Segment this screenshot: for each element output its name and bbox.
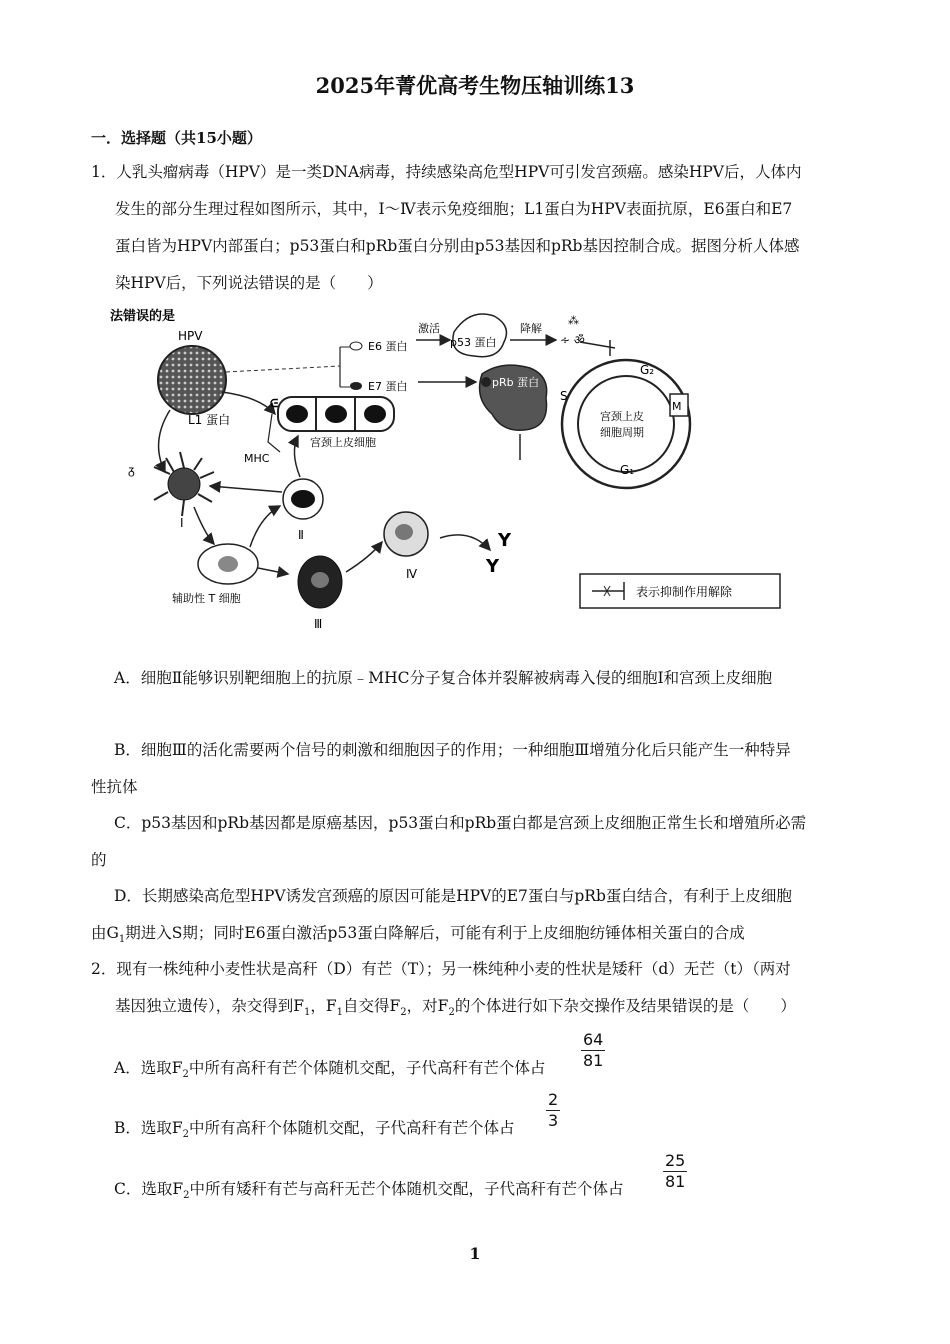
legend-text: 表示抑制作用解除 (636, 585, 733, 599)
q1-option-c (91, 805, 861, 879)
q1-option-c-line-2: 的 (91, 851, 107, 869)
e7-label: E7 蛋白 (368, 380, 408, 393)
cervical-cells-label: 宫颈上皮细胞 (310, 436, 376, 449)
cell-ii-label: Ⅱ (298, 528, 304, 542)
helper-t-cell (198, 544, 258, 584)
q1-option-b-line-1: B．细胞Ⅲ的活化需要两个信号的刺激和细胞因子的作用；一种细胞Ⅲ增殖分化后只能产生一种特异 (114, 741, 791, 759)
svg-text:ᵹ: ᵹ (128, 463, 135, 477)
q1-option-c-line-1: C．p53基因和pRb基因都是原癌基因，p53蛋白和pRb蛋白都是宫颈上皮细胞正常生长和增殖所必需 (114, 814, 807, 832)
degraded-fragments-icon: ∻ ॐ (560, 333, 585, 347)
phase-s-label: S (560, 389, 568, 403)
helper-t-label: 辅助性 T 细胞 (172, 592, 241, 605)
page-number: 1 (469, 1244, 481, 1263)
e7-protein-icon (350, 382, 362, 390)
e6-label: E6 蛋白 (368, 340, 408, 353)
degrade-label: 降解 (520, 322, 542, 335)
activate-label: 激活 (418, 322, 440, 335)
question-2-stem (91, 951, 861, 1031)
hpv-label: HPV (178, 329, 203, 343)
q2-line-1: 2．现有一株纯种小麦性状是高秆（D）有芒（T）；另一株纯种小麦的性状是矮秆（d）无芒（t）（两对 (91, 960, 791, 978)
q1-option-a: A．细胞Ⅱ能够识别靶细胞上的抗原﹣MHC分子复合体并裂解被病毒入侵的细胞Ⅰ和宫颈上皮细胞 (114, 669, 773, 687)
l1-label: L1 蛋白 (188, 413, 231, 427)
q1-option-d-line-1: D．长期感染高危型HPV诱发宫颈癌的原因可能是HPV的E7蛋白与pRb蛋白结合，有利于上皮细胞 (114, 887, 792, 905)
svg-text:⁂: ⁂ (568, 314, 579, 327)
q1-line-2: 发生的部分生理过程如图所示，其中，Ⅰ～Ⅳ表示免疫细胞；L1蛋白为HPV表面抗原，E6蛋白和E7 (115, 200, 793, 218)
prb-label: pRb 蛋白 (492, 376, 540, 389)
mhc-label: MHC (244, 452, 270, 465)
q1-line-4: 染HPV后，下列说法错误的是（ ） (115, 274, 383, 292)
cycle-label-1: 宫颈上皮 (600, 410, 644, 423)
immune-cell-ii (283, 479, 323, 519)
immune-response-figure (110, 302, 790, 637)
immune-cell-i (154, 452, 214, 516)
q2-option-a: A．选取$F_2$中所有高秆有芒个体随机交配，子代高秆有芒个体占 (114, 1059, 546, 1081)
section-heading: 一．选择题（共15小题） (91, 129, 262, 147)
q2-option-a-fraction: $\frac{64}{81}$ (583, 1030, 604, 1070)
q2-option-c-fraction: $\frac{25}{81}$ (665, 1151, 686, 1191)
q1-option-b-line-2: 性抗体 (91, 778, 138, 796)
p53-label: p53 蛋白 (450, 336, 497, 349)
antibody-icon: Y (498, 530, 512, 551)
q2-option-c: C．选取$F_2$中所有矮秆有芒与高秆无芒个体随机交配，子代高秆有芒个体占 (114, 1180, 624, 1202)
phase-m-label: M (672, 400, 682, 413)
immune-cell-iii (298, 556, 342, 608)
q2-line-2: 基因独立遗传），杂交得到$F_1$，$F_1$自交得$F_2$，对$F_2$的个体进行如下杂交操作及结果错误的是（ ） (115, 997, 796, 1019)
cervical-epithelial-cells (278, 397, 394, 431)
immune-cell-iv (384, 512, 428, 556)
phase-g2-label: G₂ (640, 363, 655, 377)
figure-corner-text: 法错误的是 (110, 309, 176, 324)
cell-iii-label: Ⅲ (314, 617, 323, 631)
q2-option-b-fraction: $\frac{2}{3}$ (548, 1090, 559, 1130)
q2-option-b: B．选取$F_2$中所有高秆个体随机交配，子代高秆有芒个体占 (114, 1119, 515, 1141)
svg-text:ᕮ: ᕮ (270, 397, 279, 410)
cell-i-label: Ⅰ (180, 516, 184, 530)
cycle-label-2: 细胞周期 (600, 426, 644, 439)
q1-option-d-line-2: 由$G_1$期进入S期；同时E6蛋白激活p53蛋白降解后，可能有利于上皮细胞纺锤体相关蛋白的合成 (91, 924, 745, 946)
question-1-stem (91, 154, 861, 302)
q1-option-d (91, 878, 861, 958)
e6-protein-icon (350, 342, 362, 350)
q1-line-3: 蛋白皆为HPV内部蛋白；p53蛋白和pRb蛋白分别由p53基因和pRb基因控制合成。据图分析人体感 (115, 237, 800, 255)
page-title: 2025年菁优高考生物压轴训练13 (315, 73, 635, 98)
hpv-virus-icon (158, 346, 226, 414)
prb-protein-shape (480, 365, 547, 430)
cell-iv-label: Ⅳ (406, 567, 418, 581)
antibody-icon: Y (486, 556, 500, 577)
phase-g1-label: G₁ (620, 463, 635, 477)
q1-line-1: 1．人乳头瘤病毒（HPV）是一类DNA病毒，持续感染高危型HPV可引发宫颈癌。感染HPV后，人体内 (91, 163, 802, 181)
q1-option-b (91, 732, 861, 806)
